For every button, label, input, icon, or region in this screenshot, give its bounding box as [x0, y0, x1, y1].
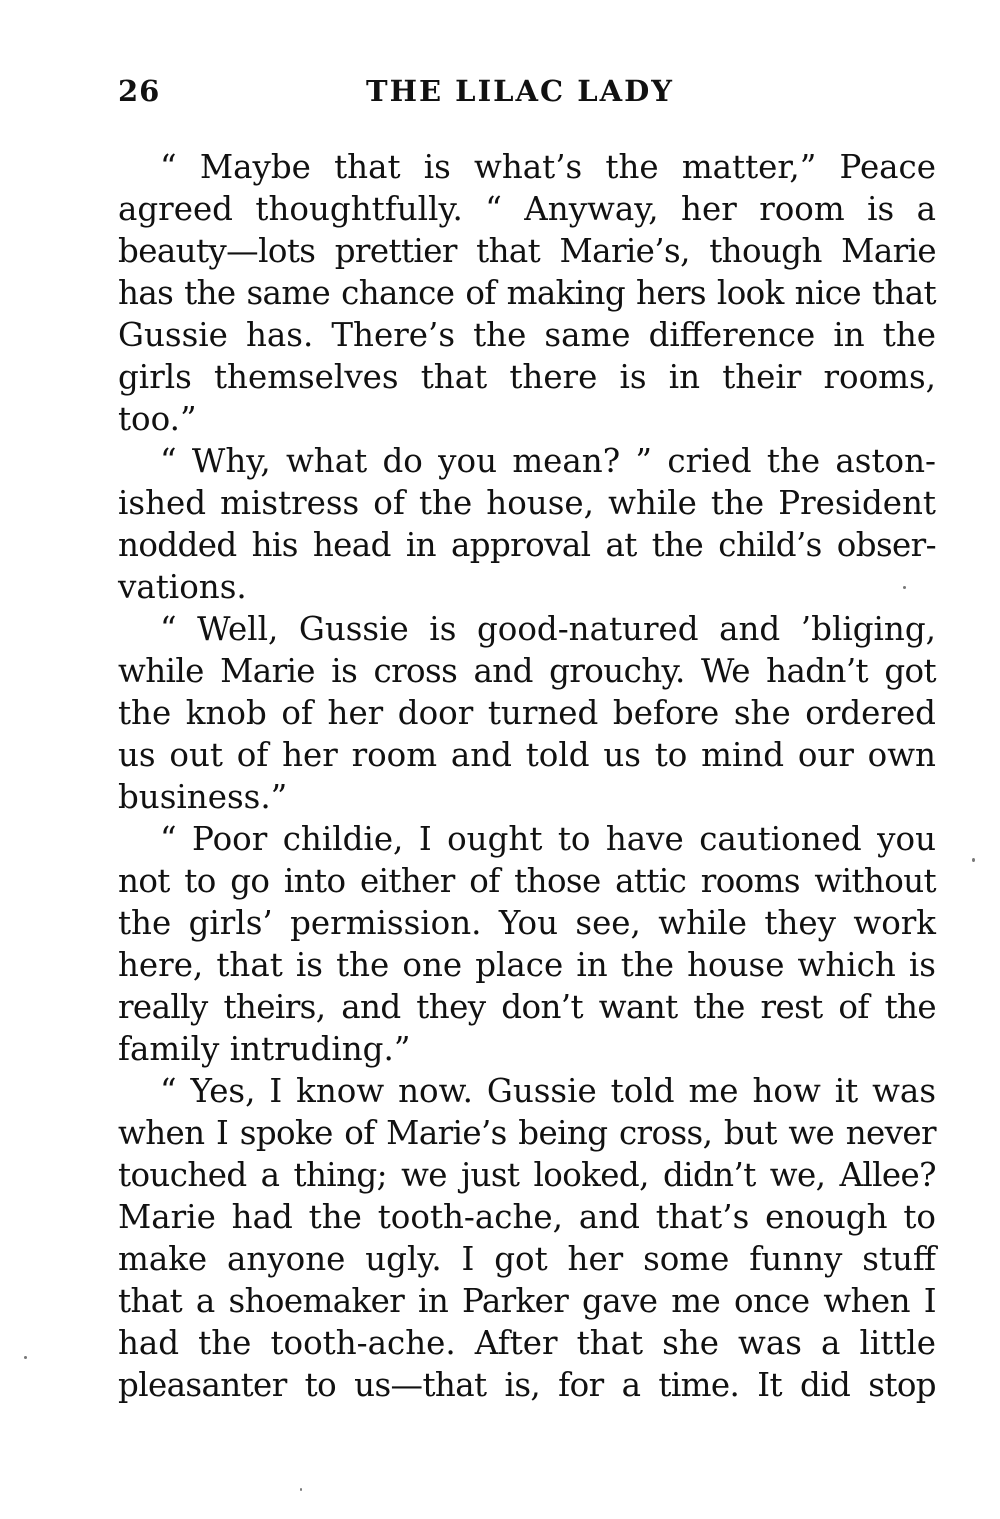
text-line: while Marie is cross and grouchy. We hadn’t got [118, 652, 936, 690]
paragraph-3 [118, 608, 936, 818]
text-line: Marie had the tooth-ache, and that’s enough to [118, 1198, 936, 1236]
text-line: vations. [118, 568, 247, 606]
text-line: pleasanter to us—that is, for a time. It did stop [118, 1366, 936, 1404]
body-text [118, 146, 936, 1406]
text-line: the knob of her door turned before she ordered [118, 694, 936, 732]
running-title: THE LILAC LADY [366, 74, 674, 108]
text-line: business.” [118, 778, 288, 816]
text-line: not to go into either of those attic rooms without [118, 862, 936, 900]
paragraph-2 [118, 440, 936, 608]
text-line: the girls’ permission. You see, while they work [118, 904, 936, 942]
text-line: touched a thing; we just looked, didn’t we, Allee? [118, 1156, 936, 1194]
text-line: “ Maybe that is what’s the matter,” Peace [160, 148, 936, 186]
text-line: girls themselves that there is in their rooms, [118, 358, 936, 396]
running-head [118, 74, 938, 114]
text-line: too.” [118, 400, 197, 438]
text-line: “ Poor childie, I ought to have cautioned you [160, 820, 936, 858]
paragraph-4 [118, 818, 936, 1070]
text-line: when I spoke of Marie’s being cross, but we never [118, 1114, 936, 1152]
scan-speck [972, 858, 975, 862]
text-line: make anyone ugly. I got her some funny stuff [118, 1240, 936, 1278]
text-line: here, that is the one place in the house which is [118, 946, 936, 984]
text-line: family intruding.” [118, 1030, 411, 1068]
text-line: beauty—lots prettier that Marie’s, though Marie [118, 232, 936, 270]
paragraph-5 [118, 1070, 936, 1406]
text-line: Gussie has. There’s the same difference in the [118, 316, 936, 354]
text-line: ished mistress of the house, while the President [118, 484, 936, 522]
text-line: “ Well, Gussie is good-natured and ’bliging, [160, 610, 936, 648]
text-line: “ Why, what do you mean? ” cried the aston- [160, 442, 936, 480]
text-line: had the tooth-ache. After that she was a little [118, 1324, 936, 1362]
text-line: agreed thoughtfully. “ Anyway, her room is a [118, 190, 936, 228]
page-number: 26 [118, 74, 161, 108]
text-line: nodded his head in approval at the child’s obser- [118, 526, 936, 564]
text-line: has the same chance of making hers look nice that [118, 274, 936, 312]
scan-speck [24, 1356, 27, 1359]
text-line: that a shoemaker in Parker gave me once when I [118, 1282, 936, 1320]
scan-speck [300, 1488, 302, 1491]
text-line: us out of her room and told us to mind our own [118, 736, 936, 774]
text-line: “ Yes, I know now. Gussie told me how it was [160, 1072, 936, 1110]
text-line: really theirs, and they don’t want the rest of the [118, 988, 936, 1026]
scan-speck [903, 586, 906, 589]
paragraph-1 [118, 146, 936, 440]
